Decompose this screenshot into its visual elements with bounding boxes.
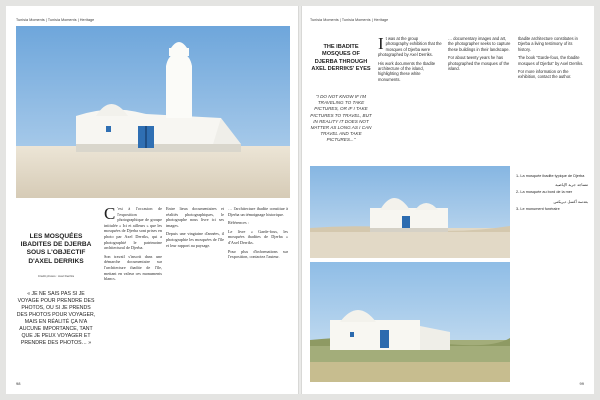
drop-cap: C (104, 206, 116, 223)
pull-quote-en: "I DO NOT KNOW IF I'M TRAVELING TO TAKE PICTURES, OR IF I TAKE PICTURES TO TRAVEL, BUT IN REALITY IT DOES NOT MATTER AS LONG AS I CAN TRAVEL AND TAKE PICTURES..." (310, 94, 372, 143)
body-column-1 (104, 206, 162, 384)
drop-cap: I (378, 36, 384, 53)
paragraph: Références : (228, 220, 249, 226)
paragraph: Ibadite architecture constitutes in Djerba a living testimony of its history. (518, 36, 578, 52)
paragraph: Depuis une vingtaine d'années, il photographie les mosquées de l'île et leur rapport au paysage. (166, 231, 224, 248)
pull-quote-fr: « JE NE SAIS PAS SI JE VOYAGE POUR PRENDRE DES PHOTOS, OU SI JE PRENDS DES PHOTOS POUR VOYAGER, MAIS EN RÉALITÉ ÇA N'A AUCUNE IMPORTANCE, TANT QUE JE PEUX VOYAGER ET PRENDRE DES PHOTOS… » (16, 291, 96, 346)
desert-mosque-illustration (310, 166, 510, 258)
right-page (302, 6, 594, 394)
captions (516, 174, 588, 215)
caption-arabic: بعدسة أكسل ديريكس (553, 198, 588, 204)
article-title-fr: LES MOSQUÉES IBADITES DE DJERBA SOUS L'OBJECTIF D'AXEL DERRIKS (20, 233, 92, 265)
paragraph: … documentary images and art, the photographer seeks to capture these buildings in their landscape. (448, 36, 511, 52)
caption-arabic: مساجد جربة الإباضية (555, 182, 588, 188)
paragraph: The book "Garde-fous, the Ibadite mosques of Djerba" by Axel Derriks. (518, 55, 584, 66)
paragraph: For about twenty years he has photographed the mosques of the island. (448, 55, 510, 72)
page-number: 98 (16, 381, 21, 386)
paragraph: 'est à l'occasion de l'exposition photographique de groupe intitulée « Ici et ailleurs » que les mosquées de Djerba sont prises en photo par Axel Derriks, qui a photographié le patrimoine architectural de Djerba. (104, 206, 162, 251)
running-header: Tunisia Moments | Tunisia Moments | Heritage (16, 18, 95, 22)
coastal-mosque-photo (310, 262, 510, 382)
body-column-en-1 (378, 36, 442, 166)
paragraph: For more information on the exhibition, contact the author. (518, 69, 572, 80)
article-title-en: THE IBADITE MOSQUES OF DJERBA THROUGH AXEL DERRIKS' EYES (311, 44, 371, 73)
paragraph: His work documents the Ibadite architecture of the island, highlighting these white monuments. (378, 60, 436, 82)
body-column-3 (228, 206, 288, 384)
paragraph: t was at the group photography exhibition that the mosques of Djerba were photographed by Axel Derriks. (378, 36, 442, 58)
caption: 2- La mosquée au bord de la mer (516, 190, 573, 195)
paragraph: Pour plus d'informations sur l'exposition, contactez l'auteur. (228, 248, 288, 260)
page-number: 99 (579, 381, 584, 386)
caption: 3- Le monument funéraire (516, 206, 560, 211)
desert-mosque-photo (310, 166, 510, 258)
photo-credit: Crédit photos : Axel Derriks (37, 274, 75, 278)
paragraph: Entre lieux documentaires et réalités photographiques, le photographe nous livre ici ses images. (166, 206, 224, 228)
body-column-en-3 (518, 36, 584, 166)
caption: 1- La mosquée ibadite typique de Djerba (516, 174, 585, 178)
paragraph: Le livre « Garde-fous, les mosquées ibadites de Djerba » d'Axel Derriks. (228, 228, 288, 245)
body-column-2 (166, 206, 224, 384)
body-column-en-2 (448, 36, 512, 166)
mosque-illustration (16, 26, 290, 198)
left-page (6, 6, 298, 394)
paragraph: … l'architecture ibadite constitue à Djerba un témoignage historique. (228, 206, 288, 217)
running-header: Tunisia Moments | Tunisia Moments | Heritage (310, 18, 389, 22)
coastal-mosque-illustration (310, 262, 510, 382)
mosque-photo (16, 26, 290, 198)
paragraph: Son travail s'inscrit dans une démarche documentaire sur l'architecture ibadite de l'île, mettant en valeur ces monuments blancs. (104, 253, 162, 282)
